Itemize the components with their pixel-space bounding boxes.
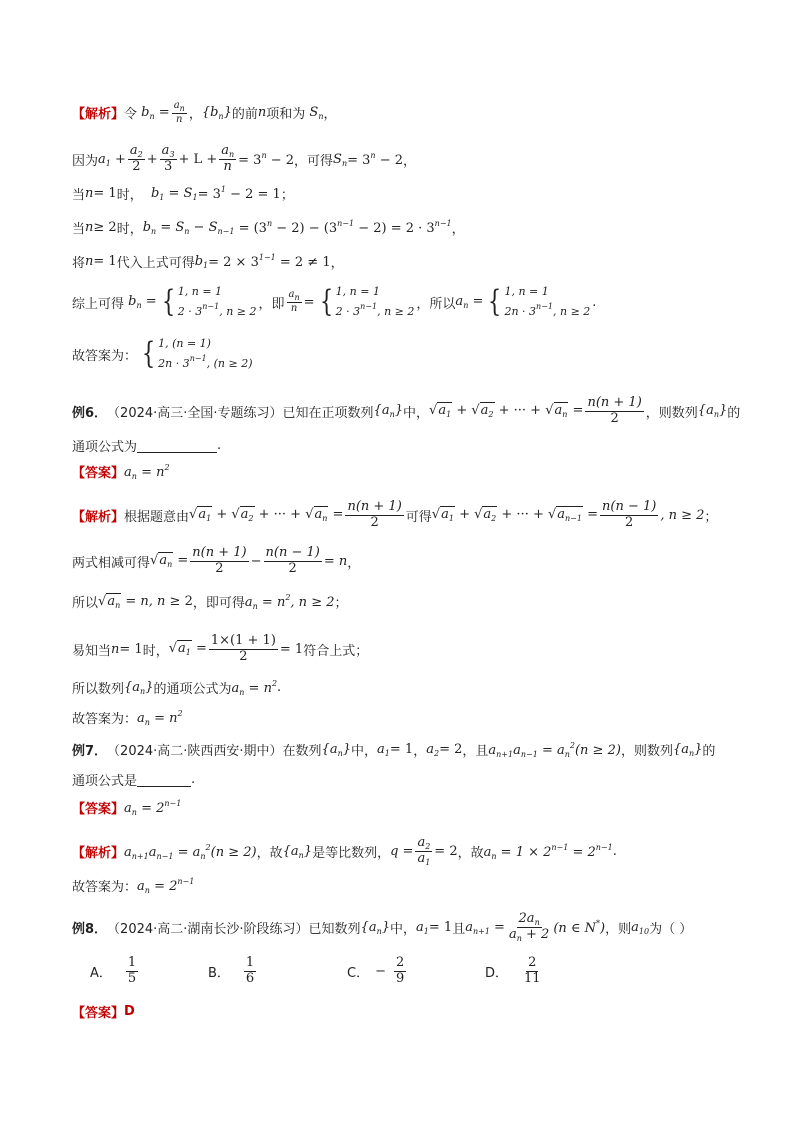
s5-line-2: 因为 $a_1$ + $\frac{a_2}{2}$ + $\frac{a_3}{3}$ + L + $\frac{a_n}{n}$ = $3^n - 2$ ，可得 $S_n$ = $3^n - 2$ ， xyxy=(72,143,417,175)
text: 令 xyxy=(124,107,138,123)
math: $a_n = n^2$ xyxy=(137,708,183,727)
text: 易知当 xyxy=(72,643,112,659)
text: 故答案为： xyxy=(72,712,138,727)
text: 且 xyxy=(452,922,466,938)
math-frac: $\frac{n(n + 1)}{2}$ xyxy=(587,395,642,426)
text: 代入上式可得 xyxy=(116,256,195,271)
option-value: $\frac{1}{6}$ xyxy=(245,955,255,986)
ex7-source: （2024·高二·陕西西安·期中） xyxy=(107,744,283,759)
ex6-question-line-2 xyxy=(72,436,221,455)
answer-tag: 【答案】 xyxy=(72,466,125,481)
s5-line-3: 当 n = 1 时， $b_1 = S_1$ = $3^1 - 2 = 1$ ； xyxy=(72,185,294,203)
math-cases: { 1, n = 1 $2 \cdot 3^{n-1}$, n ≥ 2 xyxy=(319,284,415,319)
text: 为（ ） xyxy=(649,922,693,938)
text: 已知在正项数列 xyxy=(282,405,374,421)
text: ，且 xyxy=(462,744,489,759)
s5-line-5: 将 n = 1 代入上式可得 $b_1$ = $2 \times 3^{1-1} = 2 \ne 1$ ， xyxy=(72,253,344,271)
text: 根据题意由 xyxy=(124,509,190,525)
text: ， xyxy=(330,256,344,271)
ex8-question: 例8． （2024·高二·湖南长沙·阶段练习） 已知数列 $\{a_n\}$ 中， $a_1$ = 1 且 $a_{n+1}$ = $\frac{2a_n}{a_n + 2}$ (n ∈ N*) ，则 $a_{10}$ 为（ ） xyxy=(72,911,693,944)
text: 项和为 xyxy=(266,107,306,123)
math: $b_n = S_n - S_{n-1}$ xyxy=(142,219,235,236)
ex6-label: 例6． xyxy=(72,405,108,421)
text: ，所以 xyxy=(416,296,456,312)
text: ，故 xyxy=(457,846,484,862)
text: 时， xyxy=(116,222,143,237)
text: 在数列 xyxy=(282,744,322,759)
math: $√a_1 + √a_2$ + ··· + $√a_n$ = xyxy=(189,507,344,524)
ex7-answer xyxy=(72,798,181,817)
ex8-option-c[interactable] xyxy=(347,956,408,987)
ex6-answer xyxy=(72,462,170,481)
s5-line-6: 综上可得 $b_n$ = { 1, n = 1 $2 \cdot 3^{n-1}$, n ≥ 2 ，即 $\frac{a_n}{n}$ = { 1, n = 1 $2 \cdot 3^{n-1}$, n ≥ 2 ，所以 $a_n$ = { 1, n = 1 $2n \cdot 3^{n-1}$, n ≥ 2 . xyxy=(72,284,597,319)
text: 时， xyxy=(142,643,169,659)
ex8-option-b[interactable] xyxy=(208,956,258,987)
math: $a_1$ xyxy=(377,741,390,758)
math: $\{a_n\}$ xyxy=(373,403,404,420)
math: + L + xyxy=(178,152,218,168)
math: n xyxy=(257,105,267,121)
math-frac: $\frac{n(n - 1)}{2}$ xyxy=(602,499,657,530)
text: 的 xyxy=(727,405,741,421)
ex6-question-line-1 xyxy=(72,396,740,427)
ex6-source: （2024·高三·全国·专题练习） xyxy=(107,405,283,421)
math: $\{a_n\}$ xyxy=(672,741,703,758)
math: + xyxy=(146,152,158,168)
math-frac: $\frac{a_2}{a_1}$ xyxy=(417,835,431,868)
math: n xyxy=(85,220,94,235)
text: . xyxy=(612,844,617,860)
math-frac: $\frac{a_n}{n}$ xyxy=(221,143,235,175)
math: n xyxy=(111,641,120,657)
text: ， xyxy=(188,107,202,123)
text: ，则数列 xyxy=(645,405,698,421)
text: 的通项公式为 xyxy=(153,682,232,697)
math: $√a_1 + √a_2$ + ··· + $√a_n$ = xyxy=(429,403,584,420)
ex8-answer xyxy=(72,1002,135,1021)
math: $\{a_n\}$ xyxy=(360,919,391,936)
math-cases: { 1, n = 1 $2 \cdot 3^{n-1}$, n ≥ 2 xyxy=(161,284,257,319)
math: = $3^n - 2$ xyxy=(238,151,295,169)
math: $√a_n = n$, n ≥ 2 xyxy=(98,593,193,610)
math: $a_1$ xyxy=(416,919,429,936)
answer-tag: 【答案】 xyxy=(72,802,125,817)
s5-line-7 xyxy=(72,336,255,372)
text: 因为 xyxy=(72,154,99,170)
math: $a_{10}$ xyxy=(631,919,650,936)
math: $a_2$ xyxy=(426,741,440,758)
ex8-source: （2024·高二·湖南长沙·阶段练习） xyxy=(107,922,309,938)
option-label: B． xyxy=(208,965,230,981)
math: $a_n$ = xyxy=(455,294,484,310)
math: $a_{n+1}a_{n-1} = a_n^2(n \ge 2)$ xyxy=(488,740,621,759)
text: ， xyxy=(451,222,465,237)
text: 所以 xyxy=(72,596,99,611)
ex7-question-line-2 xyxy=(72,770,195,789)
text: 可得 xyxy=(405,509,432,525)
math-cases: { 1, n = 1 $2n \cdot 3^{n-1}$, n ≥ 2 xyxy=(488,284,591,319)
math: $\{a_n\}$ xyxy=(282,843,313,860)
text: . xyxy=(592,294,597,310)
text: 中， xyxy=(403,405,430,421)
option-value: $\frac{2}{9}$ xyxy=(395,955,405,986)
analysis-tag: 【解析】 xyxy=(72,107,125,123)
text: 的 xyxy=(702,744,716,759)
math: q = xyxy=(390,844,414,860)
math: $b_n$ = xyxy=(137,104,170,121)
math: $\{b_n\}$ xyxy=(201,104,232,121)
analysis-tag: 【解析】 xyxy=(72,509,125,525)
math: $√a_n$ = xyxy=(150,553,189,570)
math: $a_1$ + xyxy=(98,151,126,168)
math-frac: $\frac{n(n + 1)}{2}$ xyxy=(347,499,402,530)
ex6-analysis-line-3 xyxy=(72,592,348,611)
text: 中， xyxy=(390,922,417,938)
math-cases: { 1, (n = 1) $2n \cdot 3^{n-1}$, (n ≥ 2) xyxy=(141,336,253,371)
text: ，则数列 xyxy=(620,744,673,759)
text: ，则 xyxy=(605,922,632,938)
option-sign: − xyxy=(375,963,386,979)
math: $\{a_n\}$ xyxy=(321,741,352,758)
math: $S_n$ xyxy=(333,151,348,168)
text: 已知数列 xyxy=(308,922,361,938)
math: $b_1$ xyxy=(194,253,209,270)
ex6-final xyxy=(72,708,183,727)
text: 故答案为： xyxy=(72,348,138,364)
text: ； xyxy=(280,188,294,203)
option-label: C． xyxy=(347,965,370,981)
text: 的前 xyxy=(231,107,258,123)
text: ，即 xyxy=(258,296,285,312)
ex8-option-d[interactable] xyxy=(485,956,545,987)
math: $a_n = 1 \times 2^{n-1} = 2^{n-1}$ xyxy=(483,842,613,861)
analysis-tag: 【解析】 xyxy=(72,846,125,862)
math-frac: $\frac{a_2}{2}$ xyxy=(129,143,143,175)
text: ， xyxy=(403,154,417,170)
text: . xyxy=(191,772,196,787)
ex7-analysis: 【解析】 $a_{n+1}a_{n-1} = a_n^2(n \ge 2)$ ，故 $\{a_n\}$ 是等比数列， q = $\frac{a_2}{a_1}$ = 2 ，故 $a_n = 1 \times 2^{n-1} = 2^{n-1}$ . xyxy=(72,835,617,868)
text: ， xyxy=(347,555,361,571)
text: ； xyxy=(704,509,718,525)
math-frac: $\frac{1\times(1 + 1)}{2}$ xyxy=(210,633,276,664)
ex6-analysis-line-1: 【解析】 根据题意由 $√a_1 + √a_2$ + ··· + $√a_n$ = $\frac{n(n + 1)}{2}$ 可得 $√a_1 + √a_2$ + ··· + $√a_{n-1}$ = $\frac{n(n - 1)}{2}$ , n ≥ 2 ； xyxy=(72,499,718,530)
math: $√a_1 + √a_2$ + ··· + $√a_{n-1}$ = xyxy=(431,507,599,524)
ex8-option-a[interactable] xyxy=(90,956,140,987)
math: $a_n = n^2$ xyxy=(124,462,170,481)
math: n xyxy=(85,186,94,201)
option-label: A． xyxy=(90,965,112,981)
math: (n ∈ N*) xyxy=(553,919,606,937)
text: 将 xyxy=(72,256,86,271)
ex8-label: 例8． xyxy=(72,922,108,938)
math: $b_1 = S_1$ xyxy=(142,185,198,202)
text: 通项公式是 xyxy=(72,774,138,789)
math: $\{a_n\}$ xyxy=(124,679,154,696)
math-frac: $\frac{a_n}{n}$ xyxy=(288,289,300,315)
text: 所以数列 xyxy=(72,682,125,697)
math: $a_n = n^2$ xyxy=(231,678,278,697)
ex7-label: 例7． xyxy=(72,744,108,759)
text: ，故 xyxy=(256,846,283,862)
text: 符合上式； xyxy=(303,643,369,659)
text: 两式相减可得 xyxy=(72,555,151,571)
text: 当 xyxy=(72,188,86,203)
math-frac: $\frac{n(n + 1)}{2}$ xyxy=(192,545,247,576)
text: . xyxy=(277,680,282,695)
math: n xyxy=(85,254,94,269)
math-frac: $\frac{a_n}{n}$ xyxy=(173,100,185,126)
math: $√a_1$ = xyxy=(168,641,207,658)
math-frac: $\frac{2a_n}{a_n + 2}$ xyxy=(508,911,550,944)
text: 时， xyxy=(116,188,143,203)
math-frac: $\frac{a_3}{3}$ xyxy=(161,143,175,175)
ex6-analysis-line-2: 两式相减可得 $√a_n$ = $\frac{n(n + 1)}{2}$ − $\frac{n(n - 1)}{2}$ = n ， xyxy=(72,545,361,576)
text: ，即可得 xyxy=(192,596,245,611)
s5-line-1 xyxy=(72,100,336,126)
text: 故答案为： xyxy=(72,880,138,895)
ex6-analysis-line-4: 易知当 n = 1 时， $√a_1$ = $\frac{1\times(1 + 1)}{2}$ = 1 符合上式； xyxy=(72,633,369,664)
math: $\{a_n\}$ xyxy=(697,403,728,420)
math: $a_n = 2^{n-1}$ xyxy=(137,876,195,895)
text: ； xyxy=(334,596,348,611)
text: ， xyxy=(323,107,337,123)
math: $a_n = 2^{n-1}$ xyxy=(124,798,182,817)
math: $a_{n+1}a_{n-1} = a_n^2(n \ge 2)$ xyxy=(124,842,257,861)
ex7-final xyxy=(72,876,194,895)
option-value: $\frac{2}{11}$ xyxy=(524,955,541,986)
math: $S_n$ xyxy=(305,104,324,121)
text: . xyxy=(217,438,222,453)
math-frac: $\frac{n(n - 1)}{2}$ xyxy=(265,545,320,576)
answer-blank xyxy=(137,772,191,787)
answer-value: D xyxy=(124,1004,135,1019)
text: 综上可得 xyxy=(72,296,125,312)
text: 当 xyxy=(72,222,86,237)
math: $b_n$ = xyxy=(124,294,157,310)
option-value: $\frac{1}{5}$ xyxy=(127,955,137,986)
ex6-analysis-line-5 xyxy=(72,678,281,697)
ex7-question-line-1: 例7． （2024·高二·陕西西安·期中） 在数列 $\{a_n\}$ 中， $a_1$ = 1 ， $a_2$ = 2 ，且 $a_{n+1}a_{n-1} = a_n^2(n \ge 2)$ ，则数列 $\{a_n\}$ 的 xyxy=(72,740,716,759)
math: $a_{n+1}$ = xyxy=(465,919,505,936)
text: 是等比数列， xyxy=(312,846,391,862)
s5-line-4: 当 n ≥ 2 时， $b_n = S_n - S_{n-1}$ = $(3^n - 2) - (3^{n-1} - 2) = 2 \cdot 3^{n-1}$ ， xyxy=(72,219,465,237)
text: ，可得 xyxy=(294,154,334,170)
math: $a_n = n^2$, n ≥ 2 xyxy=(244,592,335,611)
option-label: D． xyxy=(485,965,509,981)
text: 中， xyxy=(351,744,378,759)
answer-blank xyxy=(137,438,217,453)
text: ， xyxy=(413,744,427,759)
text: 通项公式为 xyxy=(72,440,138,455)
answer-tag: 【答案】 xyxy=(72,1006,125,1021)
